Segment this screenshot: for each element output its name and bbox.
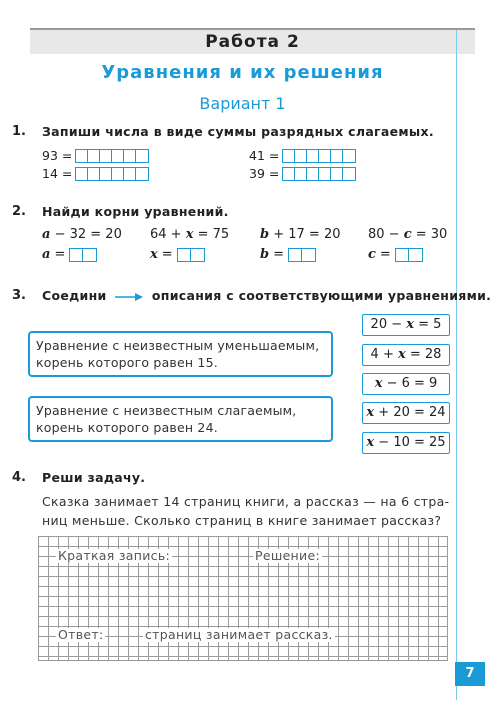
answer-cells[interactable] xyxy=(288,248,316,262)
answer-cells[interactable] xyxy=(75,149,149,163)
answer-label: Ответ: xyxy=(58,627,104,642)
answer-cells[interactable] xyxy=(395,248,423,262)
equation-card[interactable]: x − 10 = 25 xyxy=(362,432,450,454)
task1-row xyxy=(42,166,149,181)
topic-title: Уравнения и их решения xyxy=(101,62,384,83)
equation: b + 17 = 20 xyxy=(260,227,341,242)
answer-grid[interactable] xyxy=(38,536,448,661)
task3-text: Соедини описания с соответствующими уравнениями. xyxy=(42,288,492,303)
margin-strip xyxy=(456,30,486,700)
task1-item-label: 93 = xyxy=(42,148,73,163)
description-card[interactable]: Уравнение с неизвестным уменьшаемым, корень которого равен 15. xyxy=(28,331,333,377)
solution-label: Решение: xyxy=(255,548,320,563)
task2-text: Найди корни уравнений. xyxy=(42,204,229,219)
page-number: 7 xyxy=(455,662,485,686)
task1-number: 1. xyxy=(12,124,26,139)
task4-number: 4. xyxy=(12,470,26,485)
task2-number: 2. xyxy=(12,204,26,219)
variant-title: Вариант 1 xyxy=(199,94,286,113)
task1-item-label: 41 = xyxy=(249,148,280,163)
description-card[interactable]: Уравнение с неизвестным слагаемым, корень которого равен 24. xyxy=(28,396,333,442)
short-record-label: Краткая запись: xyxy=(58,548,171,563)
problem-text: Сказка занимает 14 страниц книги, а рассказ — на 6 стра- ниц меньше. Сколько страниц в книге занимает рассказ? xyxy=(42,494,450,528)
work-title: Работа 2 xyxy=(205,32,300,52)
answer-cells[interactable] xyxy=(282,167,356,181)
task1-item-label: 14 = xyxy=(42,166,73,181)
answer-cells[interactable] xyxy=(282,149,356,163)
task1-item-label: 39 = xyxy=(249,166,280,181)
answer-row: a = xyxy=(42,247,97,262)
answer-cells[interactable] xyxy=(69,248,97,262)
equation: 80 − c = 30 xyxy=(368,227,448,242)
task1-text: Запиши числа в виде суммы разрядных слагаемых. xyxy=(42,124,434,139)
answer-cells[interactable] xyxy=(75,167,149,181)
work-title-bar xyxy=(30,28,475,54)
task3-number: 3. xyxy=(12,288,26,303)
answer-cells[interactable] xyxy=(177,248,205,262)
answer-row: b = xyxy=(260,247,316,262)
equation-card[interactable]: x + 20 = 24 xyxy=(362,402,450,424)
task1-row xyxy=(42,148,149,163)
answer-tail: страниц занимает рассказ. xyxy=(145,627,333,642)
equation: a − 32 = 20 xyxy=(42,227,122,242)
task1-row xyxy=(249,148,356,163)
equation-card[interactable]: 20 − x = 5 xyxy=(362,314,450,336)
equation: 64 + x = 75 xyxy=(150,227,230,242)
arrow-right-icon xyxy=(115,292,143,302)
task4-text: Реши задачу. xyxy=(42,470,146,485)
task1-row xyxy=(249,166,356,181)
answer-row: c = xyxy=(368,247,423,262)
equation-card[interactable]: 4 + x = 28 xyxy=(362,344,450,366)
equation-card[interactable]: x − 6 = 9 xyxy=(362,373,450,395)
answer-row: x = xyxy=(150,247,205,262)
